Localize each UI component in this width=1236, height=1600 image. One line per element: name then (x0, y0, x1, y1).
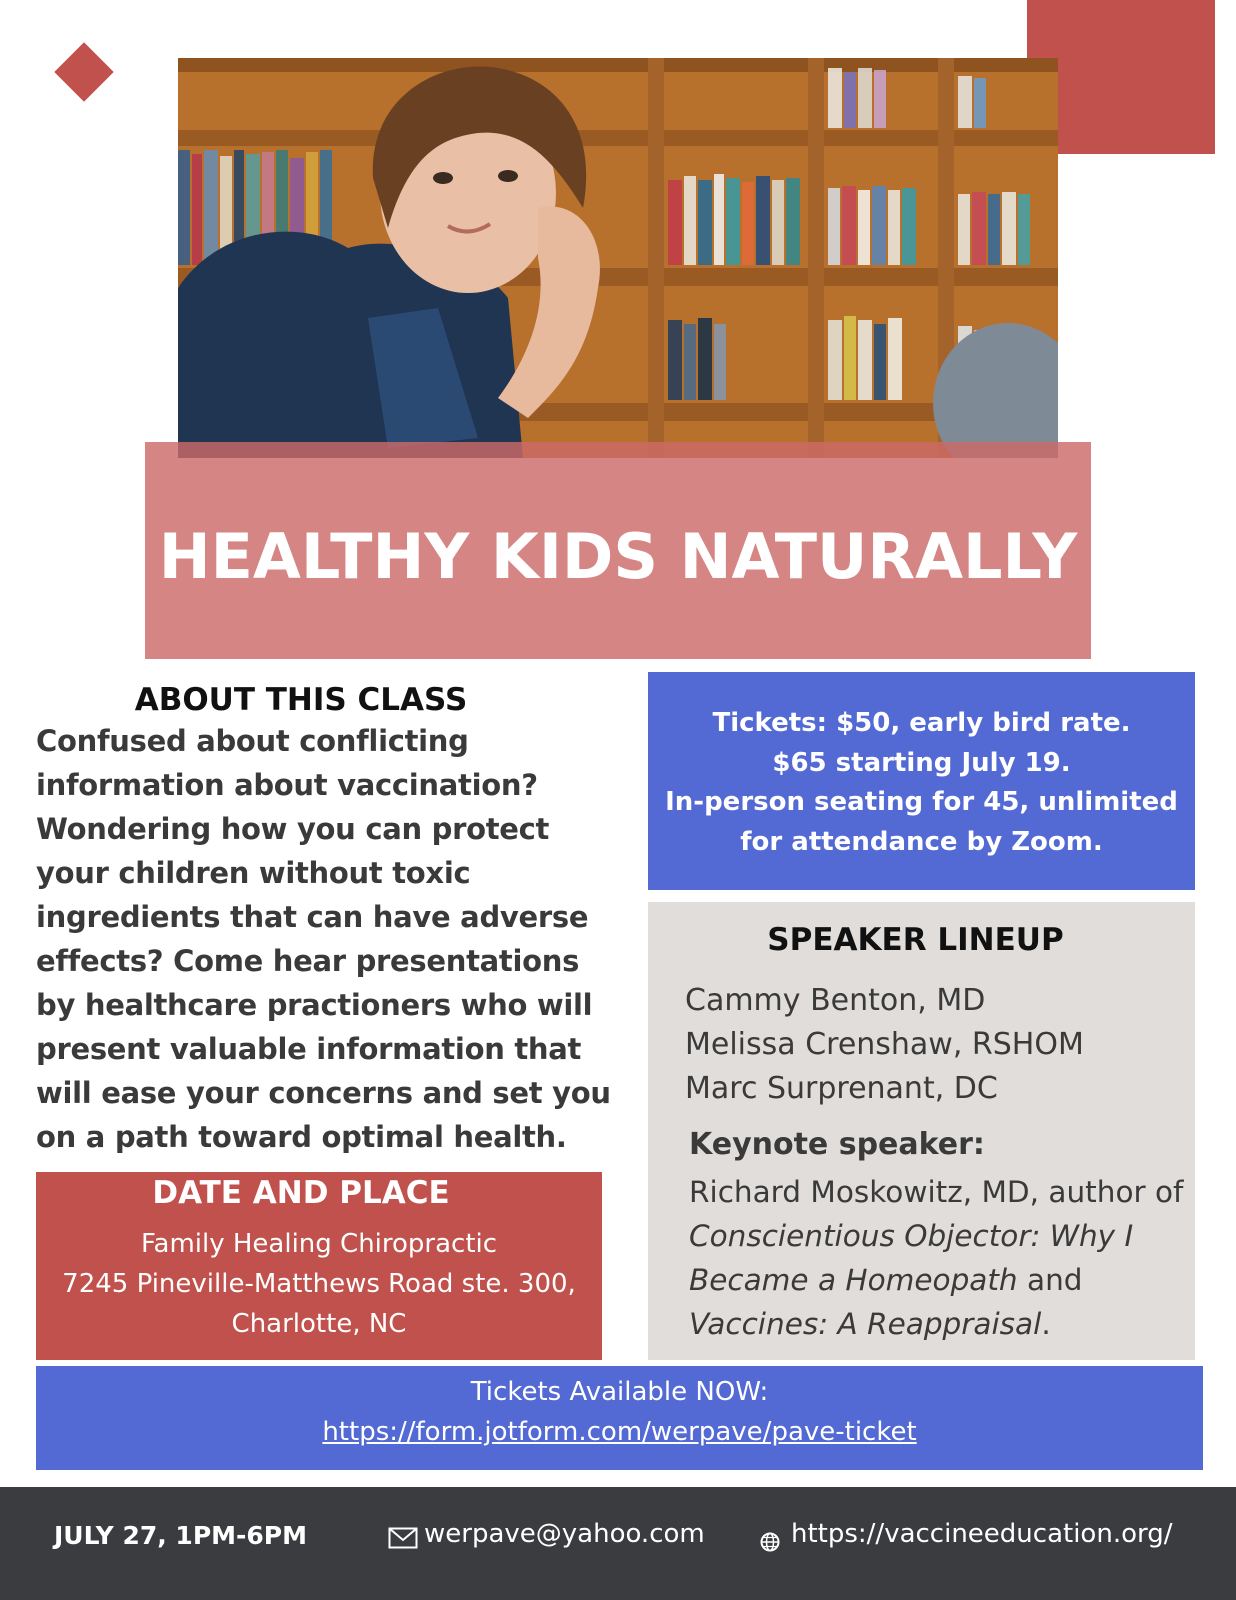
speaker-item: Melissa Crenshaw, RSHOM (685, 1027, 1084, 1062)
keynote-description (689, 1170, 1189, 1346)
about-line: Confused about conflicting (36, 724, 469, 758)
about-line: effects? Come hear presentations (36, 944, 580, 978)
about-description (36, 719, 626, 1159)
about-line: Wondering how you can protect (36, 812, 550, 846)
venue-line: Family Healing Chiropractic (140, 1229, 498, 1259)
envelope-icon (388, 1527, 418, 1553)
ticket-link[interactable]: https://form.jotform.com/werpave/pave-ticket (322, 1417, 917, 1447)
hero-photo (178, 58, 1058, 458)
footer-email[interactable]: werpave@yahoo.com (424, 1519, 705, 1549)
keynote-and: and (1017, 1263, 1083, 1297)
venue-line: 7245 Pineville-Matthews Road ste. 300, (62, 1269, 576, 1299)
ticket-pricing-box (648, 672, 1195, 890)
about-line: your children without toxic (36, 856, 471, 890)
about-line: will ease your concerns and set you (36, 1076, 611, 1110)
venue-line: Charlotte, NC (231, 1309, 407, 1339)
footer-event-date: JULY 27, 1PM-6PM (54, 1521, 308, 1550)
about-line: by healthcare practioners who will (36, 988, 593, 1022)
ticket-line: for attendance by Zoom. (740, 826, 1103, 857)
ticket-line: Tickets: $50, early bird rate. (712, 708, 1131, 738)
about-line: present valuable information that (36, 1032, 582, 1066)
ticket-line: $65 starting July 19. (772, 747, 1071, 778)
date-place-heading: DATE AND PLACE (152, 1175, 450, 1211)
venue-address (36, 1224, 602, 1344)
keynote-book-1: Conscientious Objector: Why I Became a Homeopath (689, 1219, 1134, 1297)
decorative-diamond (54, 42, 113, 101)
speaker-item: Marc Surprenant, DC (685, 1071, 998, 1106)
tickets-available-label: Tickets Available NOW: (470, 1377, 769, 1407)
about-line: information about vaccination? (36, 768, 538, 802)
ticket-line: In-person seating for 45, unlimited (665, 787, 1178, 817)
about-line: on a path toward optimal health. (36, 1120, 567, 1154)
keynote-book-2: Vaccines: A Reappraisal (689, 1307, 1042, 1341)
speaker-item: Cammy Benton, MD (685, 983, 986, 1018)
speaker-heading: SPEAKER LINEUP (767, 922, 1064, 958)
keynote-intro: Richard Moskowitz, MD, author of (689, 1175, 1184, 1209)
globe-icon (760, 1532, 780, 1556)
about-heading: ABOUT THIS CLASS (134, 682, 468, 718)
keynote-end: . (1041, 1307, 1051, 1341)
event-title: HEALTHY KIDS NATURALLY (158, 520, 1078, 593)
footer-website[interactable]: https://vaccineeducation.org/ (791, 1519, 1173, 1549)
keynote-label: Keynote speaker: (689, 1127, 985, 1162)
hero-photo-illustration (178, 58, 1058, 458)
speaker-list (685, 979, 1185, 1111)
about-line: ingredients that can have adverse (36, 900, 589, 934)
